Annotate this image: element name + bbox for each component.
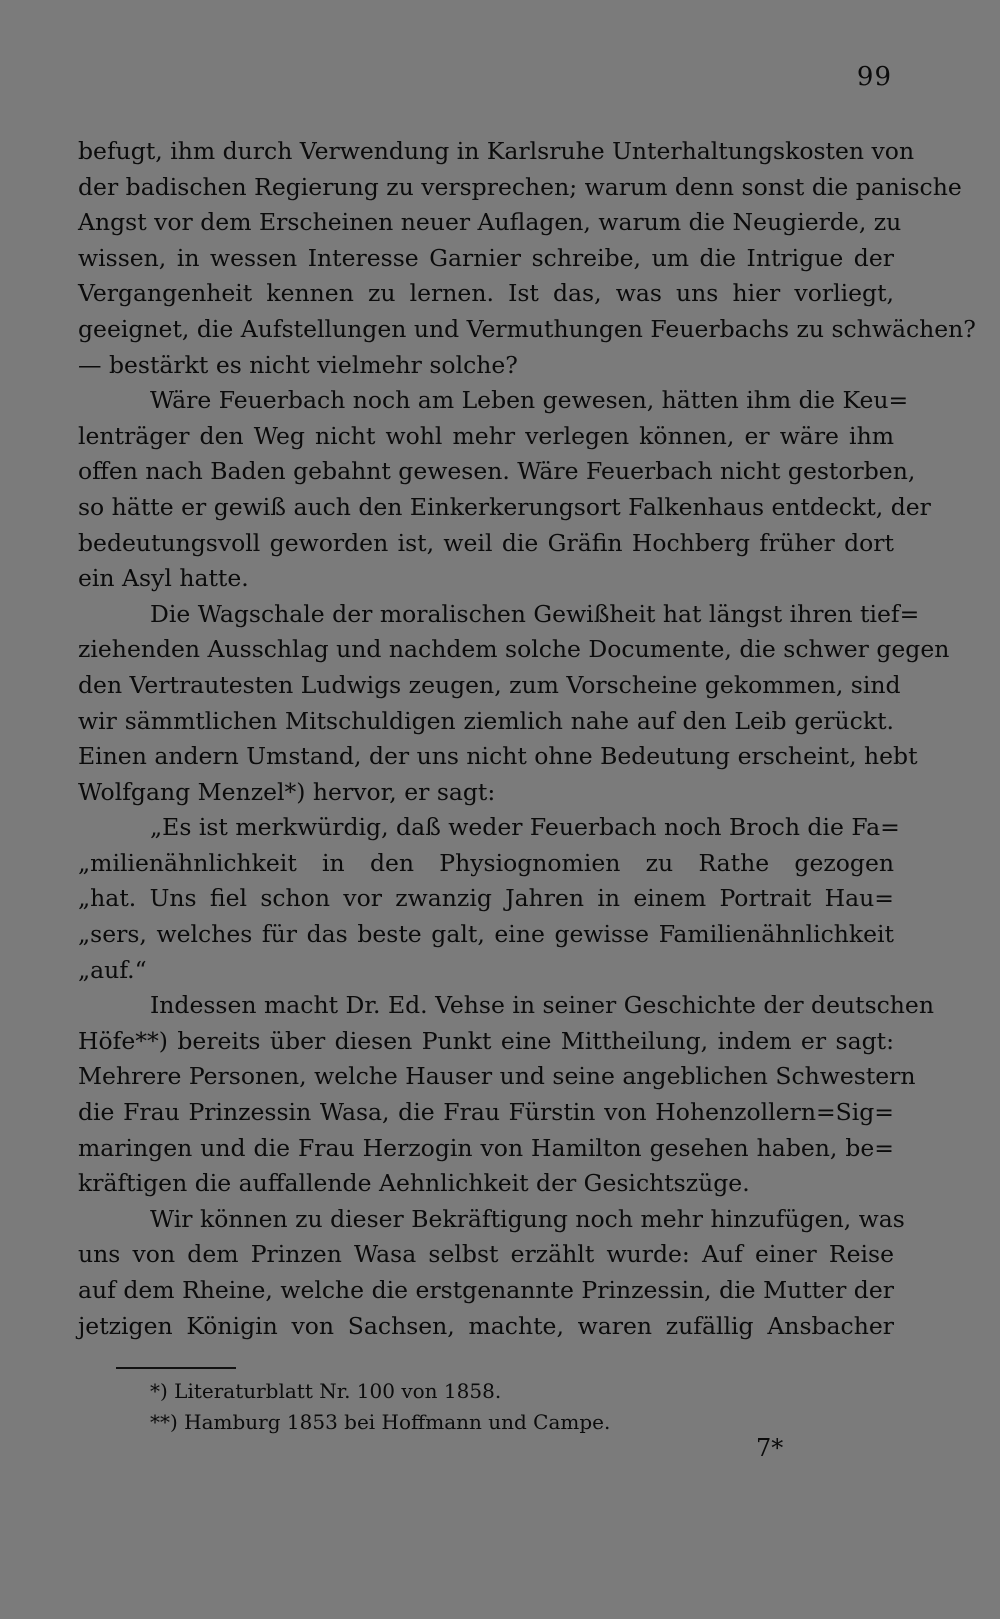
text-line: ein Asyl hatte.	[78, 564, 249, 593]
text-line: bedeutungsvoll geworden ist, weil die Gräfin Hochberg früher dort	[78, 528, 894, 557]
text-line: kräftigen die auffallende Aehnlichkeit der Gesichtszüge.	[78, 1169, 750, 1198]
text-line: Wolfgang Menzel*) hervor, er sagt:	[78, 777, 496, 806]
text-line: uns von dem Prinzen Wasa selbst erzählt wurde: Auf einer Reise	[78, 1240, 894, 1269]
text-line: „milienähnlichkeit in den Physiognomien zu Rathe gezogen	[78, 848, 894, 877]
footnote: *) Literaturblatt Nr. 100 von 1858.	[150, 1379, 502, 1403]
text-line: lenträger den Weg nicht wohl mehr verlegen können, er wäre ihm	[78, 421, 894, 450]
text-line: Vergangenheit kennen zu lernen. Ist das, was uns hier vorliegt,	[78, 279, 894, 308]
text-line: auf dem Rheine, welche die erstgenannte Prinzessin, die Mutter der	[78, 1276, 894, 1304]
text-line: „hat. Uns fiel schon vor zwanzig Jahren in einem Portrait Hau=	[78, 884, 894, 913]
text-line: die Frau Prinzessin Wasa, die Frau Fürstin von Hohenzollern=Sig=	[78, 1098, 894, 1127]
text-line: Die Wagschale der moralischen Gewißheit hat längst ihren tief=	[150, 599, 920, 628]
text-line: Mehrere Personen, welche Hauser und seine angeblichen Schwestern	[78, 1062, 916, 1091]
sheet-signature: 7*	[756, 1434, 784, 1462]
text-line: Indessen macht Dr. Ed. Vehse in seiner Geschichte der deutschen	[150, 991, 934, 1020]
text-line: ziehenden Ausschlag und nachdem solche Documente, die schwer gegen	[78, 635, 950, 664]
body-text	[78, 134, 976, 1344]
text-line: der badischen Regierung zu versprechen; warum denn sonst die panische	[78, 172, 962, 201]
text-line: den Vertrautesten Ludwigs zeugen, zum Vorscheine gekommen, sind	[78, 670, 901, 699]
footnote: **) Hamburg 1853 bei Hoffmann und Campe.	[150, 1410, 611, 1434]
text-line: offen nach Baden gebahnt gewesen. Wäre Feuerbach nicht gestorben,	[78, 457, 916, 486]
text-line: „Es ist merkwürdig, daß weder Feuerbach noch Broch die Fa=	[150, 813, 900, 842]
text-line: Einen andern Umstand, der uns nicht ohne Bedeutung erscheint, hebt	[78, 742, 918, 771]
text-line: Höfe**) bereits über diesen Punkt eine Mittheilung, indem er sagt:	[78, 1026, 894, 1055]
text-line: Wir können zu dieser Bekräftigung noch mehr hinzufügen, was	[150, 1204, 905, 1233]
text-line: wir sämmtlichen Mitschuldigen ziemlich nahe auf den Leib gerückt.	[78, 706, 894, 735]
footnote-separator	[116, 1367, 236, 1369]
text-line: „auf.“	[78, 955, 147, 984]
text-line: Wäre Feuerbach noch am Leben gewesen, hätten ihm die Keu=	[150, 386, 909, 415]
text-line: geeignet, die Aufstellungen und Vermuthungen Feuerbachs zu schwächen?	[78, 314, 976, 343]
text-line: „sers, welches für das beste galt, eine gewisse Familienähnlichkeit	[78, 920, 894, 949]
text-line: maringen und die Frau Herzogin von Hamilton gesehen haben, be=	[78, 1133, 894, 1162]
text-line: so hätte er gewiß auch den Einkerkerungsort Falkenhaus entdeckt, der	[78, 492, 931, 521]
text-line: Angst vor dem Erscheinen neuer Auflagen, warum die Neugierde, zu	[78, 208, 902, 237]
text-line: wissen, in wessen Interesse Garnier schreibe, um die Intrigue der	[78, 243, 894, 272]
text-line: jetzigen Königin von Sachsen, machte, waren zufällig Ansbacher	[78, 1311, 894, 1340]
text-line: — bestärkt es nicht vielmehr solche?	[78, 350, 518, 379]
page-number: 99	[856, 62, 892, 92]
footnotes	[150, 1376, 610, 1438]
text-line: befugt, ihm durch Verwendung in Karlsruhe Unterhaltungskosten von	[78, 137, 915, 165]
